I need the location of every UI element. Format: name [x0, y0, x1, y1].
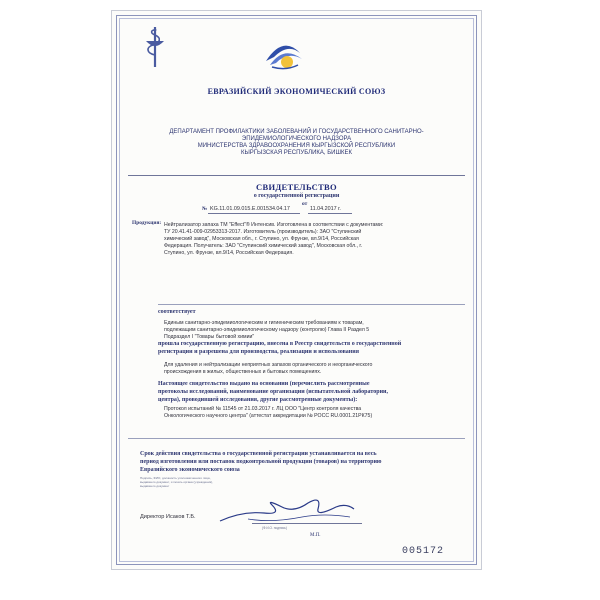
eaeu-logo-icon [260, 31, 306, 75]
certificate-number: KG.11.01.09.015.Е.001534.04.17 [210, 206, 290, 212]
signature-scribble-icon [212, 497, 362, 527]
compliance-label: соответствует [158, 309, 196, 315]
usage-line-1: Для удаления и нейтрализации неприятных запахов органического и неорганического [164, 362, 373, 368]
date-underline [308, 213, 352, 214]
certificate-title: СВИДЕТЕЛЬСТВО [256, 182, 337, 192]
usage-line-2: происхождения в жилых, общественных и бытовых помещениях. [164, 369, 322, 375]
compliance-line-3: Подраздел I "Товары бытовой химии" [164, 334, 255, 340]
product-line-5: Ступино, ул. Фрунзе, вл.9/14, Российская Федерация. [164, 250, 294, 256]
basis-heading-3: центра), проводившей исследования, другие рассмотренные документы): [158, 397, 358, 403]
divider-bottom [128, 438, 465, 439]
certificate-subtitle: о государственной регистрации [253, 193, 340, 199]
certificate-date: 11.04.2017 г. [310, 206, 341, 212]
stamp-note: (Ф.И.О. подпись) [262, 526, 287, 530]
number-label: № [202, 206, 208, 212]
basis-heading-2: протоколы исследований, наименование организации (испытательной лаборатории, [158, 389, 388, 395]
number-underline [208, 213, 300, 214]
validity-line-1: Срок действия свидетельства о государственной регистрации устанавливается на весь [140, 451, 377, 457]
serial-number: 005172 [402, 546, 445, 557]
certificate-sheet [111, 10, 482, 570]
basis-heading-1: Настоящее свидетельство выдано на основании (перечислить рассмотренные [158, 381, 370, 387]
divider-mid [158, 304, 465, 305]
signature-caption-2: выдавшего документ, и печать органа (учреждения), [140, 480, 214, 484]
compliance-line-2: подлежащим санитарно-эпидемиологическому надзору (контролю) Глава II Раздел 5 [164, 327, 370, 333]
signer-name: Директор Исаков Т.Б. [140, 514, 196, 520]
signature-caption-3: выдавшего документ [140, 484, 170, 488]
department-line-4: КЫРГЫЗСКАЯ РЕСПУБЛИКА, БИШКЕК [241, 150, 352, 156]
date-label: от [302, 201, 308, 207]
registry-line-1: прошла государственную регистрацию, внесена в Реестр свидетельств о государственной [158, 341, 402, 347]
basis-line-2: Онкологического научного центра" (аттестат аккредитации № РОСС RU.0001.21РК75) [164, 413, 373, 419]
product-line-2: ТУ 20.41.41-009-02953313-2017. Изготовитель (производитель): ЗАО "Ступинский [164, 229, 362, 235]
hygieia-bowl-icon [140, 25, 170, 69]
union-name: ЕВРАЗИЙСКИЙ ЭКОНОМИЧЕСКИЙ СОЮЗ [207, 87, 386, 96]
product-line-4: Федерация. Получатель: ЗАО "Ступинский химический завод", Московская обл., г. [164, 243, 363, 249]
validity-line-3: Евразийского экономического союза [140, 467, 240, 473]
basis-line-1: Протокол испытаний № 11545 от 21.03.2017 г. ЛЦ ООО "Центр контроля качества [164, 406, 362, 412]
compliance-line-1: Единым санитарно-эпидемиологическим и гигиеническим требованиям к товарам, [164, 320, 364, 326]
department-line-3: МИНИСТЕРСТВА ЗДРАВООХРАНЕНИЯ КЫРГЫЗСКОЙ РЕСПУБЛИКИ [197, 143, 396, 149]
product-line-3: химический завод", Московская обл., г. Ступино, ул. Фрунзе, вл.9/14, Российская [164, 236, 359, 242]
registry-line-2: регистрации и разрешена для производства, реализации и использования [158, 349, 359, 355]
signature-caption-1: Подпись, ФИО, должность уполномоченного лица, [140, 476, 211, 480]
department-line-1: ДЕПАРТАМЕНТ ПРОФИЛАКТИКИ ЗАБОЛЕВАНИЙ И ГОСУДАРСТВЕННОГО САНИТАРНО- [169, 129, 424, 135]
department-line-2: ЭПИДЕМИОЛОГИЧЕСКОГО НАДЗОРА [241, 136, 352, 142]
mp-label: М.П. [310, 533, 321, 538]
product-label: Продукция: [132, 220, 162, 226]
validity-line-2: период изготовления или поставок подконтрольной продукции (товаров) на территорию [140, 459, 382, 465]
product-line-1: Нейтрализатор запаха ТМ "Effect"® Интенсив. Изготовлена в соответствии с документами: [164, 222, 384, 228]
divider-top [128, 175, 465, 176]
